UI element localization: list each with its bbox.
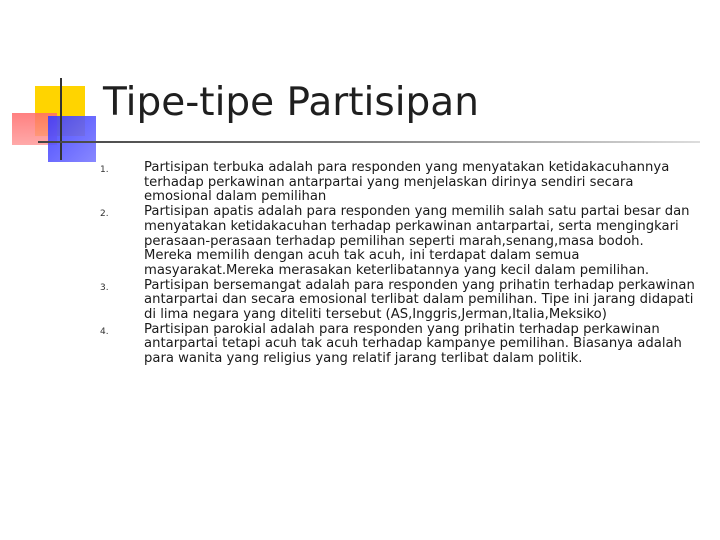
title-underline	[38, 141, 700, 143]
slide-title: Tipe-tipe Partisipan	[103, 80, 479, 125]
list-item	[100, 323, 696, 367]
bullet-list	[100, 161, 696, 367]
list-item	[100, 205, 696, 279]
decor-blue-square	[48, 116, 96, 162]
list-text: Partisipan apatis adalah para responden yang memilih salah satu partai besar dan menyatakan ketidakacuhan terhadap perkawinan antarpartai, serta mengingkari perasaan-perasaan terhadap pemilihan seperti marah,senang,masa bodoh. Mereka memilih dengan acuh tak acuh, ini terdapat dalam semua masyarakat.Mereka merasakan keterlibatannya yang kecil dalam pemilihan.	[144, 204, 690, 278]
list-text: Partisipan terbuka adalah para responden yang menyatakan ketidakacuhannya terhadap perkawinan antarpartai yang menjelaskan dirinya sendiri secara emosional dalam pemilihan	[144, 160, 670, 205]
list-item	[100, 279, 696, 323]
list-number: 1.	[100, 165, 109, 175]
list-number: 4.	[100, 326, 109, 337]
list-number: 3.	[100, 282, 109, 293]
list-text: Partisipan bersemangat adalah para responden yang prihatin terhadap perkawinan antarpartai dan secara emosional terlibat dalam pemilihan. Tipe ini jarang didapati di lima negara yang diteliti tersebut (AS,Inggris,Jerman,Italia,Meksiko)	[144, 277, 695, 323]
list-item	[100, 161, 696, 205]
decor-vertical-line	[60, 78, 62, 160]
list-number: 2.	[100, 209, 109, 220]
list-text: Partisipan parokial adalah para responden yang prihatin terhadap perkawinan antarpartai tetapi acuh tak acuh terhadap kampanye pemilihan. Biasanya adalah para wanita yang religius yang relatif jarang terlibat dalam politik.	[144, 321, 682, 367]
